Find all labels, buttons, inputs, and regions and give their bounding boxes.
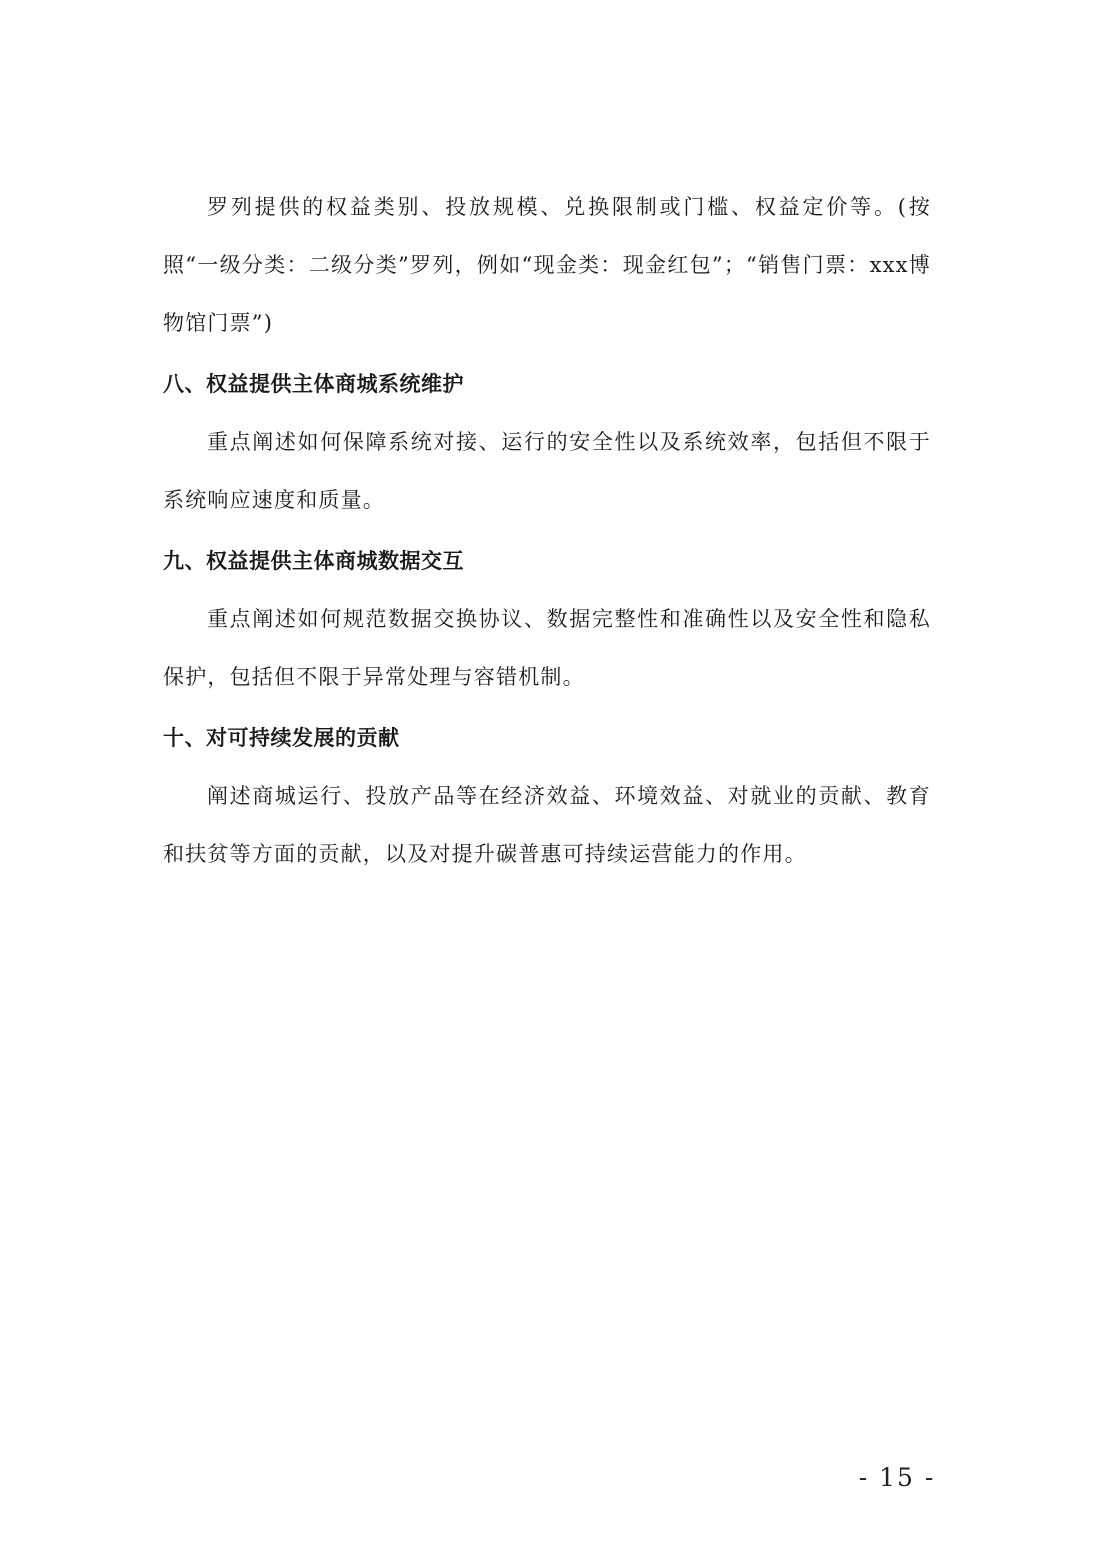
section-heading-10: 十、对可持续发展的贡献 — [163, 726, 400, 750]
section-body-10: 阐述商城运行、投放产品等在经济效益、环境效益、对就业的贡献、教育和扶贫等方面的贡献，以及对提升碳普惠可持续运营能力的作用。 — [163, 784, 931, 866]
intro-paragraph: 罗列提供的权益类别、投放规模、兑换限制或门槛、权益定价等。(按照“一级分类：二级分类”罗列，例如“现金类：现金红包”；“销售门票：xxx博物馆门票”) — [163, 195, 931, 335]
section-heading-8: 八、权益提供主体商城系统维护 — [163, 372, 464, 396]
section-body-8: 重点阐述如何保障系统对接、运行的安全性以及系统效率，包括但不限于系统响应速度和质量。 — [163, 430, 931, 512]
page-content — [163, 178, 931, 883]
page-number: - 15 - — [858, 1463, 936, 1492]
section-heading-9: 九、权益提供主体商城数据交互 — [163, 549, 464, 573]
section-body-9: 重点阐述如何规范数据交换协议、数据完整性和准确性以及安全性和隐私保护，包括但不限于异常处理与容错机制。 — [163, 607, 931, 689]
